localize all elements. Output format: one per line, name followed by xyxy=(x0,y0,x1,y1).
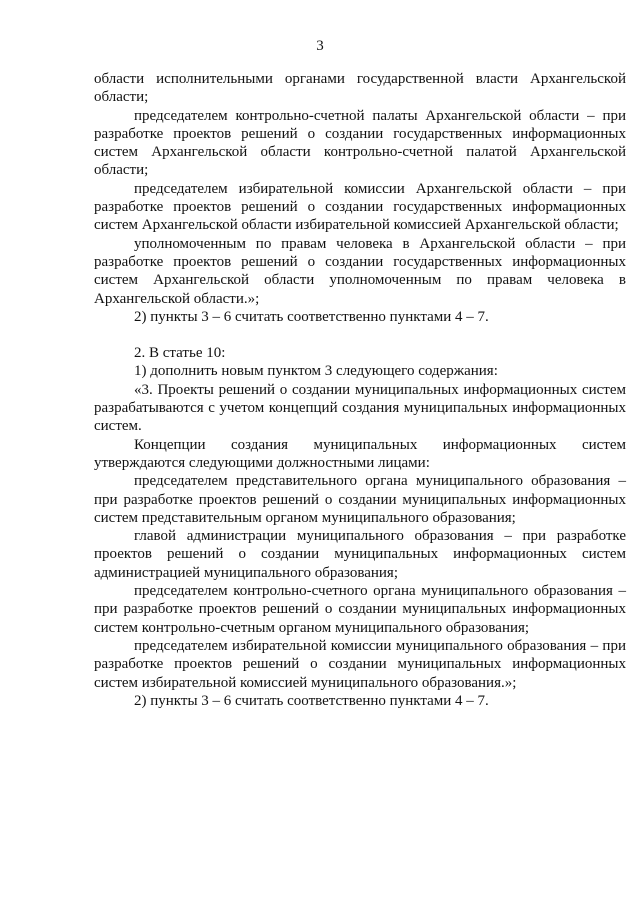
page-number: 3 xyxy=(316,38,324,54)
paragraph-article-10: 2. В статье 10: xyxy=(134,345,226,362)
paragraph-concepts: Концепции создания муниципальных информационных систем утверждаются следующими должностными лицами: xyxy=(94,436,626,471)
paragraph-continuation: области исполнительными органами государственной власти Архангельской области; xyxy=(94,71,626,106)
paragraph-ombudsman: уполномоченным по правам человека в Архангельской области – при разработке проектов решений о создании государственных информационных систем Архангельской области уполномоченным по правам человека в Архангельской области.»; xyxy=(94,235,626,307)
document-body xyxy=(94,70,626,710)
paragraph-representative-body: председателем представительного органа муниципального образования – при разработке проектов решений о создании муниципальных информационных систем представительным органом муниципального образования; xyxy=(94,473,626,526)
paragraph-add-item: 1) дополнить новым пунктом 3 следующего содержания: xyxy=(134,363,498,380)
paragraph-renumber-2: 2) пункты 3 – 6 считать соответственно пунктами 4 – 7. xyxy=(134,692,489,709)
paragraph-administration-head: главой администрации муниципального образования – при разработке проектов решений о создании муниципальных информационных систем администрацией муниципального образования; xyxy=(94,528,626,581)
paragraph-control-chamber: председателем контрольно-счетной палаты Архангельской области – при разработке проектов решений о создании государственных информационных систем Архангельской области контрольно-счетной палатой Архангельской области; xyxy=(94,107,626,179)
paragraph-municipal-election: председателем избирательной комиссии муниципального образования – при разработке проектов решений о создании муниципальных информационных систем избирательной комиссией муниципального образования.»; xyxy=(94,637,626,691)
paragraph-control-body: председателем контрольно-счетного органа муниципального образования – при разработке проектов решений о создании муниципальных информационных систем контрольно-счетным органом муниципального образования; xyxy=(94,583,626,636)
paragraph-gap xyxy=(94,326,626,344)
paragraph-renumber-1: 2) пункты 3 – 6 считать соответственно пунктами 4 – 7. xyxy=(134,308,489,325)
paragraph-election-commission: председателем избирательной комиссии Архангельской области – при разработке проектов решений о создании государственных информационных систем Архангельской области избирательной комиссией Архангельской области; xyxy=(94,180,626,234)
paragraph-item-3: «3. Проекты решений о создании муниципальных информационных систем разрабатываются с учетом концепций создания муниципальных информационных систем. xyxy=(94,381,626,435)
